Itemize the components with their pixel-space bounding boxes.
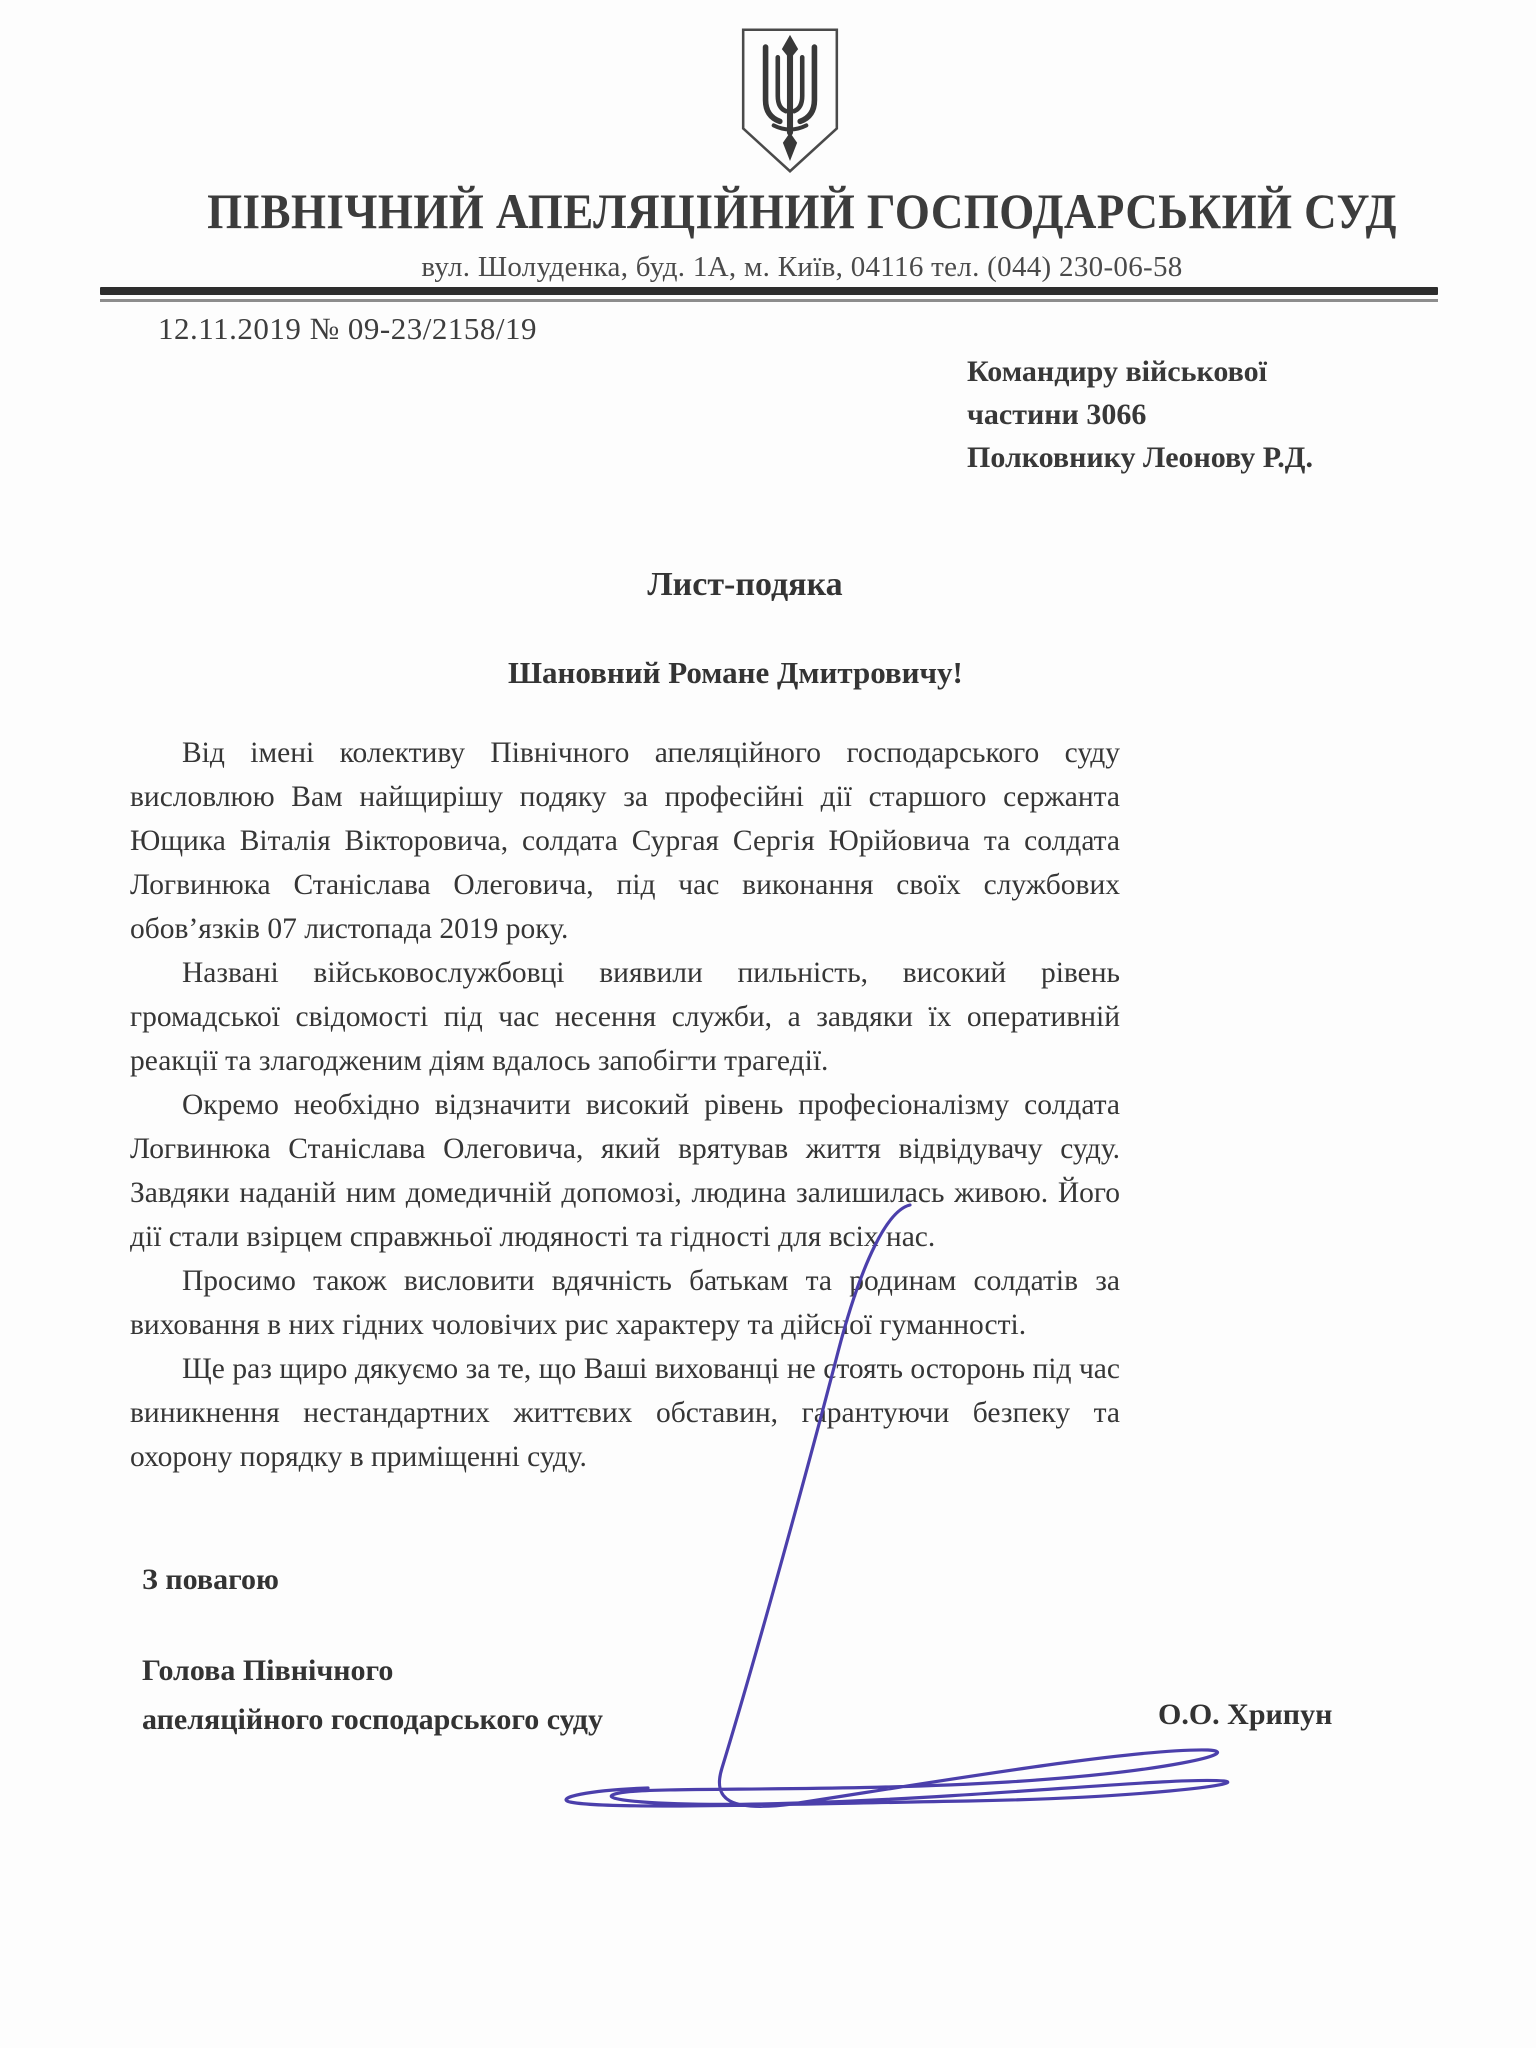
trident-emblem-icon	[733, 26, 847, 176]
body-paragraph: Окремо необхідно відзначити високий рівень професіоналізму солдата Логвинюка Станіслава Олеговича, який врятував життя відвідувачу суду. Завдяки наданій ним домедичній допомозі, людина залишилась живою. Його дії стали взірцем справжньої людяності та гідності для всіх нас.	[130, 1089, 1120, 1253]
letterhead-divider-thick	[100, 287, 1438, 295]
recipient-line: частини 3066	[967, 398, 1147, 431]
recipient-block	[967, 350, 1313, 479]
court-name: ПІВНІЧНИЙ АПЕЛЯЦІЙНИЙ ГОСПОДАРСЬКИЙ СУД	[207, 183, 1397, 239]
letterhead-divider-thin	[100, 299, 1438, 302]
signer-name: О.О. Хрипун	[1158, 1698, 1333, 1731]
recipient-line: Полковнику Леонову Р.Д.	[967, 441, 1313, 474]
body-paragraph: Просимо також висловити вдячність батькам та родинам солдатів за виховання в них гідних чоловічих рис характеру та дійсної гуманності.	[130, 1265, 1120, 1341]
reference-date-number: 12.11.2019 № 09-23/2158/19	[158, 311, 537, 346]
signer-title-line: апеляційного господарського суду	[142, 1703, 603, 1736]
letter-title: Лист-подяка	[647, 566, 843, 603]
handwritten-signature	[540, 1185, 1264, 1835]
body-paragraph: Названі військовослужбовці виявили пильність, високий рівень громадської свідомості під час несення служби, а завдяки їх оперативній реакції та злагодженим діям вдалось запобігти трагедії.	[130, 957, 1120, 1077]
body-paragraph: Від імені колективу Північного апеляційного господарського суду висловлюю Вам найщирішу подяку за професійні дії старшого сержанта Ющика Віталія Вікторовича, солдата Сургая Сергія Юрійовича та солдата Логвинюка Станіслава Олеговича, під час виконання своїх службових обов’язків 07 листопада 2019 року.	[130, 737, 1120, 945]
valediction: З повагою	[142, 1563, 279, 1596]
signer-title-line: Голова Північного	[142, 1654, 394, 1687]
court-address: вул. Шолуденка, буд. 1А, м. Київ, 04116 тел. (044) 230-06-58	[421, 251, 1183, 283]
body-paragraph: Ще раз щиро дякуємо за те, що Ваші вихованці не стоять осторонь під час виникнення нестандартних життєвих обставин, гарантуючи безпеку та охорону порядку в приміщенні суду.	[130, 1353, 1120, 1473]
salutation: Шановний Романе Дмитровичу!	[508, 655, 963, 690]
signer-title	[142, 1646, 603, 1744]
recipient-line: Командиру військової	[967, 355, 1267, 388]
